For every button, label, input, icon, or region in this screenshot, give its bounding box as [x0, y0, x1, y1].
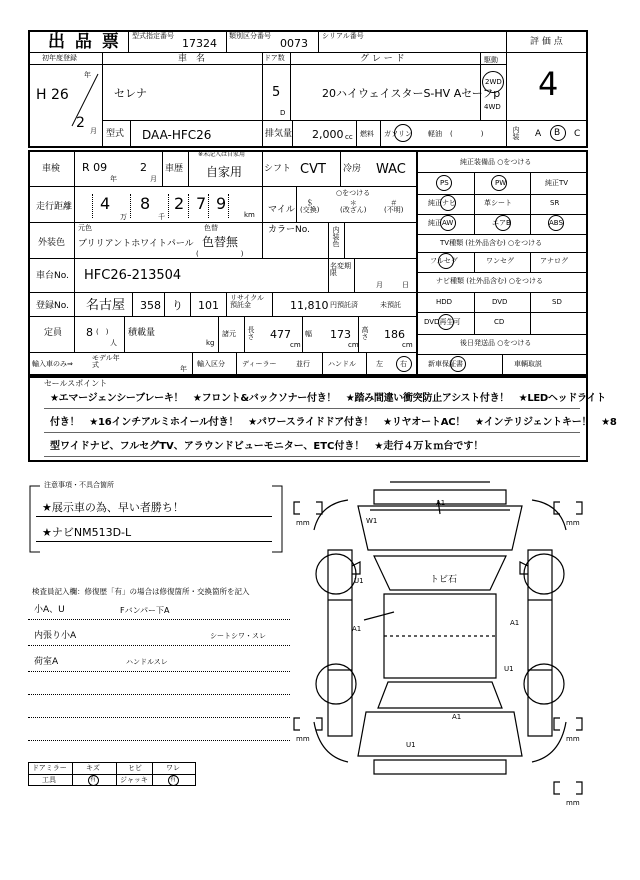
length-label: 長さ: [247, 326, 255, 340]
serial-label: シリアル番号: [322, 32, 364, 40]
type-designation-label: 型式指定番号: [132, 32, 174, 40]
handle-label: ハンドル: [328, 360, 356, 368]
inspector-3a: 荷室A: [34, 657, 59, 667]
first-reg-year-unit: 年: [84, 71, 91, 79]
first-reg-month: 2: [76, 115, 85, 131]
legend-tools-yes: 有: [90, 776, 97, 783]
inspector-2b: シートシワ・スレ: [210, 632, 266, 640]
width-label: 幅: [305, 330, 312, 338]
orig-color: ブリリアントホワイトパール: [78, 239, 194, 249]
nav-title: ナビ種類 (社外品含む) ○をつける: [436, 277, 544, 285]
equip-aw-circle: [440, 215, 456, 231]
car-name: セレナ: [114, 87, 147, 100]
mileage-digit-1: 4: [100, 194, 111, 213]
diagram-mm-tr: mm: [566, 519, 580, 527]
capacity-unit: 人: [110, 339, 117, 347]
recycle-unpaid: 未預託: [380, 301, 401, 309]
later-warranty: 新車保証書: [428, 360, 463, 368]
history-note: ※未記入は自家用: [198, 151, 246, 158]
legend-jack: ジャッキ: [120, 776, 148, 784]
inspection-value: R 09: [82, 161, 108, 174]
mileage-digit-4: 7: [196, 194, 207, 213]
name-change-label: 名変期限: [330, 262, 351, 277]
doors-value: 5: [272, 85, 281, 100]
tv-analog: アナログ: [540, 257, 568, 265]
recycle-label: リサイクル預託金: [230, 294, 265, 309]
interior-b: B: [554, 128, 561, 138]
equip-leather: 革シート: [484, 199, 512, 207]
rating-label: 評 価 点: [530, 37, 563, 47]
size-label: 諸元: [222, 330, 236, 338]
orig-color-label: 元色: [78, 224, 92, 232]
diagram-stone: トビ石: [430, 575, 458, 585]
height-unit: cm: [402, 341, 413, 349]
first-reg-slash: [68, 70, 102, 130]
nav-hdd: HDD: [436, 298, 453, 306]
notes-line-2: ★ナビNM513D-L: [42, 526, 132, 539]
reg-city: 名古屋: [86, 298, 126, 313]
fuel-label: 燃料: [360, 130, 374, 138]
displacement-value: 2,000: [312, 128, 344, 141]
tv-full-circle: [438, 253, 454, 269]
displacement-label: 排気量: [265, 129, 293, 139]
sheet-title: 出 品 票: [48, 32, 121, 52]
shift-label: シフト: [264, 164, 292, 174]
inspection-month: 2: [140, 161, 147, 174]
name-change-d: 日: [402, 281, 409, 289]
car-damage-diagram: [290, 470, 590, 810]
legend-scratch: キズ: [86, 764, 100, 772]
color-label: 外装色: [38, 238, 66, 248]
diagram-a1-top: A1: [436, 499, 446, 507]
mileage-mile: マイル: [268, 205, 295, 215]
inspector-1b: Fバンパー下A: [120, 606, 170, 615]
type-designation-value: 17324: [182, 37, 217, 50]
load-label: 積載量: [128, 328, 156, 338]
import-type-label: 輸入区分: [197, 360, 225, 368]
drive-label: 駆動: [484, 56, 498, 64]
mileage-digit-2: 8: [140, 194, 151, 213]
width-value: 173: [330, 328, 351, 341]
sales-line-3: 型ワイドナビ、フルセグTV、アラウンドビューモニター、ETC付き！ ★走行４万ｋｍ台です！: [50, 441, 484, 452]
import-label: 輸入車のみ⇒: [32, 360, 73, 368]
notes-label: 注意事項・不具合箇所: [44, 481, 114, 489]
tv-title: TV種類 (社外品含む) ○をつける: [440, 239, 543, 247]
later-warranty-circle: [450, 356, 466, 372]
chassis-label: 車台No.: [36, 271, 69, 281]
diagram-a1-left: A1: [352, 625, 362, 633]
equip-sr: SR: [550, 199, 560, 207]
nav-dvd: DVD: [492, 298, 508, 306]
interior-label: 内装: [512, 126, 520, 140]
sales-line-1: ★エマージェンシーブレーキ！ ★フロント&バックソナー付き！ ★踏み間違い衝突防止アシスト付き！ ★LEDヘッドライト: [50, 393, 606, 404]
legend-door-mirror: ドアミラー: [32, 764, 67, 772]
reg-num: 358: [140, 299, 161, 312]
inspector-label: 検査員記入欄：修復歴「有」の場合は修復箇所・交換箇所を記入: [32, 587, 250, 596]
diagram-mm-br: mm: [566, 735, 580, 743]
tv-full: フルセグ: [430, 257, 458, 265]
nav-dvd-play: DVD再生可: [424, 318, 461, 326]
inspection-year-unit: 年: [110, 175, 117, 183]
equip-airbag: エアB: [492, 219, 511, 227]
width-unit: cm: [348, 341, 359, 349]
displacement-unit: cc: [345, 133, 353, 141]
first-reg-year: H 26: [36, 87, 69, 103]
fuel-light: 軽油: [428, 130, 442, 138]
recycle-unit: 円預託済: [330, 301, 358, 309]
notes-bracket: [28, 481, 284, 554]
notes-line-1: ★展示車の為、早い者勝ち！: [42, 501, 184, 514]
capacity-label: 定員: [44, 328, 63, 338]
grade-value: 20ハイウェイスターS-HV Aセーフp: [322, 87, 501, 100]
model-label: 型式: [106, 129, 125, 139]
drive-4wd: 4WD: [484, 103, 501, 111]
model-year-label: モデル年式: [92, 354, 120, 369]
interior-a: A: [535, 129, 542, 139]
mark-unknown: ＃ (不明): [384, 199, 404, 214]
inspector-3b: ハンドルスレ: [126, 658, 168, 666]
mileage-label: 走行距離: [36, 202, 73, 212]
reg-num2: 101: [198, 299, 219, 312]
legend-tools: 工具: [42, 776, 56, 784]
sales-line-2: 付き！ ★16インチアルミホイール付き！ ★パワースライドドア付き！ ★リヤオートAC！ ★インテリジェントキー！ ★8: [50, 417, 617, 428]
height-label: 高さ: [361, 326, 369, 340]
recycle-value: 11,810: [290, 299, 329, 312]
reg-kana: り: [172, 299, 183, 312]
handle-right: 右: [400, 360, 407, 368]
interior-color-label: 内装色: [332, 226, 340, 247]
mark-altered: ＊ (改ざん): [340, 199, 367, 214]
load-unit: kg: [206, 339, 215, 347]
capacity-value: 8: [86, 326, 93, 339]
later-title: 後日発送品 ○をつける: [460, 339, 532, 347]
model-year-unit: 年: [180, 365, 187, 373]
equip-pw-circle: [491, 175, 507, 191]
legend-break: ワレ: [166, 764, 180, 772]
nav-sd: SD: [552, 298, 562, 306]
color-paren: ( ): [196, 250, 244, 258]
equip-airbag-circle: [495, 215, 511, 231]
equip-abs-circle: [548, 215, 564, 231]
interior-c: C: [574, 129, 581, 139]
length-unit: cm: [290, 341, 301, 349]
mileage-man: 万: [120, 213, 127, 221]
equipment-title: 純正装備品 ○をつける: [460, 158, 532, 166]
inspector-1a: 小A、U: [34, 605, 65, 615]
mileage-sen: 千: [158, 213, 165, 221]
import-parallel: 並行: [296, 360, 310, 368]
height-value: 186: [384, 328, 405, 341]
color-change: 色替無: [202, 235, 239, 249]
fuel-gas: ガソリン: [384, 130, 412, 138]
diagram-a1-bottom: A1: [452, 713, 462, 721]
handle-left: 左: [376, 360, 383, 368]
diagram-mm-bl: mm: [296, 735, 310, 743]
fuel-paren: ( ): [450, 130, 484, 138]
model-value: DAA-HFC26: [142, 128, 212, 142]
mileage-unit: km: [244, 211, 255, 219]
equip-aw: 純正AW: [428, 219, 454, 227]
reg-label: 登録No.: [36, 301, 69, 311]
diagram-u1-left: U1: [354, 577, 364, 585]
equip-abs: ABS: [549, 219, 563, 227]
grade-label: グ レ ー ド: [360, 54, 405, 64]
legend-jack-yes: 有: [170, 776, 177, 783]
first-reg-month-unit: 月: [90, 127, 97, 135]
category-value: 0073: [280, 37, 308, 50]
inspection-label: 車検: [42, 164, 61, 174]
car-name-label: 車 名: [178, 54, 206, 64]
diagram-a1-right: A1: [510, 619, 520, 627]
equip-ps: PS: [440, 179, 449, 187]
equip-pw: PW: [495, 179, 507, 187]
ac-value: WAC: [376, 162, 406, 177]
equip-tv: 純正TV: [545, 179, 569, 187]
length-value: 477: [270, 328, 291, 341]
category-label: 類別区分番号: [229, 32, 271, 40]
color-change-label: 色替: [204, 224, 218, 232]
inspector-2a: 内張り小A: [34, 631, 77, 641]
first-reg-label: 初年度登録: [42, 54, 77, 62]
capacity-paren: ( ): [96, 328, 109, 336]
equip-nav-circle: [440, 195, 456, 211]
doors-sub: D: [280, 109, 286, 117]
mark-label: ○をつける: [336, 189, 371, 197]
diagram-mm-tl: mm: [296, 519, 310, 527]
doors-label: ドア数: [264, 54, 285, 62]
chassis-value: HFC26-213504: [84, 268, 182, 283]
shift-value: CVT: [300, 162, 326, 177]
history-label: 車歴: [165, 164, 184, 174]
later-manual: 車輌取説: [514, 360, 542, 368]
mileage-digit-3: 2: [174, 194, 185, 213]
import-dealer: ディーラー: [242, 360, 277, 368]
color-no-label: カラーNo.: [268, 225, 310, 235]
tv-one: ワンセグ: [486, 257, 514, 265]
mileage-digit-5: 9: [216, 194, 227, 213]
diagram-w1: W1: [366, 517, 378, 525]
nav-dvd-play-circle: [438, 314, 454, 330]
diagram-u1-right: U1: [504, 665, 514, 673]
diagram-mm-bottom: mm: [566, 799, 580, 807]
inspection-month-unit: 月: [150, 175, 157, 183]
drive-2wd: 2WD: [485, 78, 502, 86]
ac-label: 冷房: [343, 164, 362, 174]
mark-exchange: ＄ (交換): [300, 199, 320, 214]
name-change-m: 月: [376, 281, 383, 289]
diagram-u1-bottom: U1: [406, 741, 416, 749]
rating-value: 4: [538, 65, 559, 103]
equip-ps-circle: [436, 175, 452, 191]
history-value: 自家用: [206, 165, 243, 179]
legend-crack: ヒビ: [128, 764, 142, 772]
equip-nav: 純正ナビ: [428, 199, 456, 207]
sales-label: セールスポイント: [44, 379, 108, 388]
nav-cd: CD: [494, 318, 505, 326]
